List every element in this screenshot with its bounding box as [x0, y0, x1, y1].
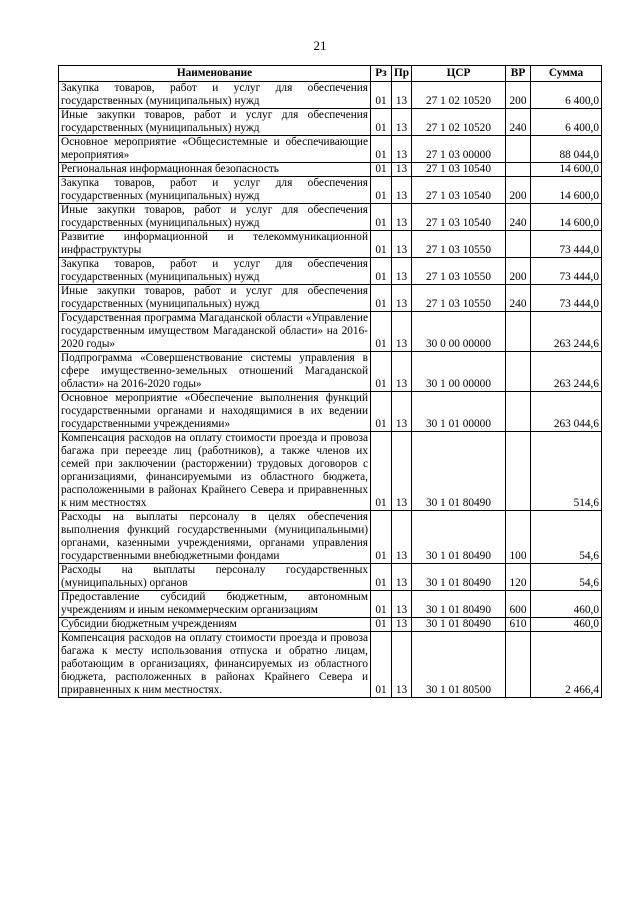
row-sum: 2 466,4 [531, 632, 602, 698]
row-rz: 01 [371, 432, 392, 511]
row-pr: 13 [392, 177, 412, 204]
row-rz: 01 [371, 392, 392, 432]
table-row [59, 136, 602, 163]
row-vr [506, 231, 531, 258]
row-csr: 30 1 01 00000 [412, 392, 506, 432]
row-rz: 01 [371, 618, 392, 632]
row-pr: 13 [392, 231, 412, 258]
row-name: Региональная информационная безопасность [59, 163, 371, 177]
header-name: Наименование [59, 66, 371, 82]
row-name: Закупка товаров, работ и услуг для обеспечения государственных (муниципальных) нужд [59, 82, 371, 109]
header-vr: ВР [506, 66, 531, 82]
row-pr: 13 [392, 258, 412, 285]
row-pr: 13 [392, 432, 412, 511]
row-pr: 13 [392, 163, 412, 177]
row-rz: 01 [371, 258, 392, 285]
table-row [59, 285, 602, 312]
row-csr: 27 1 03 10540 [412, 177, 506, 204]
table-row [59, 82, 602, 109]
row-vr: 240 [506, 109, 531, 136]
row-pr: 13 [392, 392, 412, 432]
row-csr: 27 1 03 10550 [412, 258, 506, 285]
row-vr: 610 [506, 618, 531, 632]
row-rz: 01 [371, 109, 392, 136]
row-name: Предоставление субсидий бюджетным, автономным учреждениям и иным некоммерческим организациям [59, 591, 371, 618]
table-row [59, 204, 602, 231]
row-sum: 514,6 [531, 432, 602, 511]
row-sum: 14 600,0 [531, 163, 602, 177]
row-name: Субсидии бюджетным учреждениям [59, 618, 371, 632]
row-pr: 13 [392, 564, 412, 591]
row-rz: 01 [371, 591, 392, 618]
page-number: 21 [313, 38, 327, 53]
row-name: Иные закупки товаров, работ и услуг для обеспечения государственных (муниципальных) нужд [59, 204, 371, 231]
row-pr: 13 [392, 82, 412, 109]
row-sum: 460,0 [531, 591, 602, 618]
row-vr [506, 432, 531, 511]
row-vr: 100 [506, 511, 531, 564]
row-name: Основное мероприятие «Общесистемные и обеспечивающие мероприятия» [59, 136, 371, 163]
row-rz: 01 [371, 632, 392, 698]
row-name: Развитие информационной и телекоммуникационной инфраструктуры [59, 231, 371, 258]
row-vr [506, 163, 531, 177]
row-name: Государственная программа Магаданской области «Управление государственным имуществом Магаданской области» на 2016-2020 годы» [59, 312, 371, 352]
row-rz: 01 [371, 204, 392, 231]
row-name: Расходы на выплаты персоналу в целях обеспечения выполнения функций государственными (муниципальными) органами, казенными учреждениями, органами управления государственными внебюджетными фондами [59, 511, 371, 564]
row-vr: 240 [506, 285, 531, 312]
row-csr: 30 1 01 80490 [412, 432, 506, 511]
row-sum: 263 244,6 [531, 352, 602, 392]
row-sum: 54,6 [531, 511, 602, 564]
row-sum: 88 044,0 [531, 136, 602, 163]
row-vr: 600 [506, 591, 531, 618]
row-csr: 30 1 01 80490 [412, 564, 506, 591]
table-row [59, 352, 602, 392]
row-name: Подпрограмма «Совершенствование системы управления в сфере имущественно-земельных отношений Магаданской области» на 2016-2020 годы» [59, 352, 371, 392]
table-row [59, 432, 602, 511]
row-sum: 460,0 [531, 618, 602, 632]
row-rz: 01 [371, 352, 392, 392]
row-pr: 13 [392, 109, 412, 136]
table-row [59, 177, 602, 204]
row-rz: 01 [371, 163, 392, 177]
row-rz: 01 [371, 82, 392, 109]
row-csr: 30 1 01 80490 [412, 618, 506, 632]
row-csr: 27 1 03 10540 [412, 163, 506, 177]
row-pr: 13 [392, 204, 412, 231]
row-csr: 27 1 02 10520 [412, 109, 506, 136]
row-sum: 14 600,0 [531, 204, 602, 231]
table-row [59, 591, 602, 618]
row-name: Основное мероприятие «Обеспечение выполнения функций государственными органами и находящимися в их ведении государственными учреждениями» [59, 392, 371, 432]
table-row [59, 392, 602, 432]
row-sum: 6 400,0 [531, 82, 602, 109]
row-vr: 200 [506, 177, 531, 204]
row-rz: 01 [371, 285, 392, 312]
row-name: Компенсация расходов на оплату стоимости проезда и провоза багажа к месту использования отпуска и обратно лицам, работающим в организациях, финансируемых из областного бюджета, расположенных в районах Крайнего Севера и приравненных к ним местностях. [59, 632, 371, 698]
row-csr: 30 0 00 00000 [412, 312, 506, 352]
row-rz: 01 [371, 136, 392, 163]
row-pr: 13 [392, 632, 412, 698]
row-vr: 200 [506, 258, 531, 285]
row-vr [506, 312, 531, 352]
table-row [59, 231, 602, 258]
budget-table [58, 65, 602, 698]
row-vr [506, 392, 531, 432]
row-pr: 13 [392, 511, 412, 564]
row-csr: 30 1 01 80490 [412, 511, 506, 564]
row-rz: 01 [371, 564, 392, 591]
row-sum: 54,6 [531, 564, 602, 591]
row-pr: 13 [392, 591, 412, 618]
row-sum: 14 600,0 [531, 177, 602, 204]
table-row [59, 163, 602, 177]
table-header-row [59, 66, 602, 82]
row-rz: 01 [371, 231, 392, 258]
header-pr: Пр [392, 66, 412, 82]
header-rz: Рз [371, 66, 392, 82]
row-pr: 13 [392, 312, 412, 352]
row-pr: 13 [392, 136, 412, 163]
row-name: Компенсация расходов на оплату стоимости проезда и провоза багажа при переезде лиц (работников), а также членов их семей при заключении (расторжении) трудовых договоров с организациями, финансируемыми из областного бюджета, расположенными в районах Крайнего Севера и приравненных к ним местностях [59, 432, 371, 511]
row-vr [506, 352, 531, 392]
row-csr: 27 1 03 00000 [412, 136, 506, 163]
row-sum: 263 044,6 [531, 392, 602, 432]
table-row [59, 618, 602, 632]
table-body [59, 82, 602, 698]
row-csr: 27 1 02 10520 [412, 82, 506, 109]
row-sum: 73 444,0 [531, 231, 602, 258]
row-vr: 120 [506, 564, 531, 591]
row-sum: 6 400,0 [531, 109, 602, 136]
table-row [59, 312, 602, 352]
row-csr: 30 1 00 00000 [412, 352, 506, 392]
header-sum: Сумма [531, 66, 602, 82]
row-name: Иные закупки товаров, работ и услуг для обеспечения государственных (муниципальных) нужд [59, 285, 371, 312]
row-rz: 01 [371, 177, 392, 204]
row-vr [506, 632, 531, 698]
table-row [59, 511, 602, 564]
table-row [59, 109, 602, 136]
row-vr [506, 136, 531, 163]
row-csr: 27 1 03 10540 [412, 204, 506, 231]
row-csr: 27 1 03 10550 [412, 285, 506, 312]
row-rz: 01 [371, 511, 392, 564]
row-csr: 30 1 01 80490 [412, 591, 506, 618]
row-csr: 30 1 01 80500 [412, 632, 506, 698]
table-row [59, 258, 602, 285]
row-vr: 240 [506, 204, 531, 231]
row-pr: 13 [392, 618, 412, 632]
row-name: Закупка товаров, работ и услуг для обеспечения государственных (муниципальных) нужд [59, 258, 371, 285]
row-sum: 263 244,6 [531, 312, 602, 352]
row-sum: 73 444,0 [531, 258, 602, 285]
row-pr: 13 [392, 285, 412, 312]
table-row [59, 564, 602, 591]
row-name: Иные закупки товаров, работ и услуг для обеспечения государственных (муниципальных) нужд [59, 109, 371, 136]
row-rz: 01 [371, 312, 392, 352]
row-name: Закупка товаров, работ и услуг для обеспечения государственных (муниципальных) нужд [59, 177, 371, 204]
row-pr: 13 [392, 352, 412, 392]
row-vr: 200 [506, 82, 531, 109]
row-sum: 73 444,0 [531, 285, 602, 312]
row-name: Расходы на выплаты персоналу государственных (муниципальных) органов [59, 564, 371, 591]
row-csr: 27 1 03 10550 [412, 231, 506, 258]
header-csr: ЦСР [412, 66, 506, 82]
table-row [59, 632, 602, 698]
